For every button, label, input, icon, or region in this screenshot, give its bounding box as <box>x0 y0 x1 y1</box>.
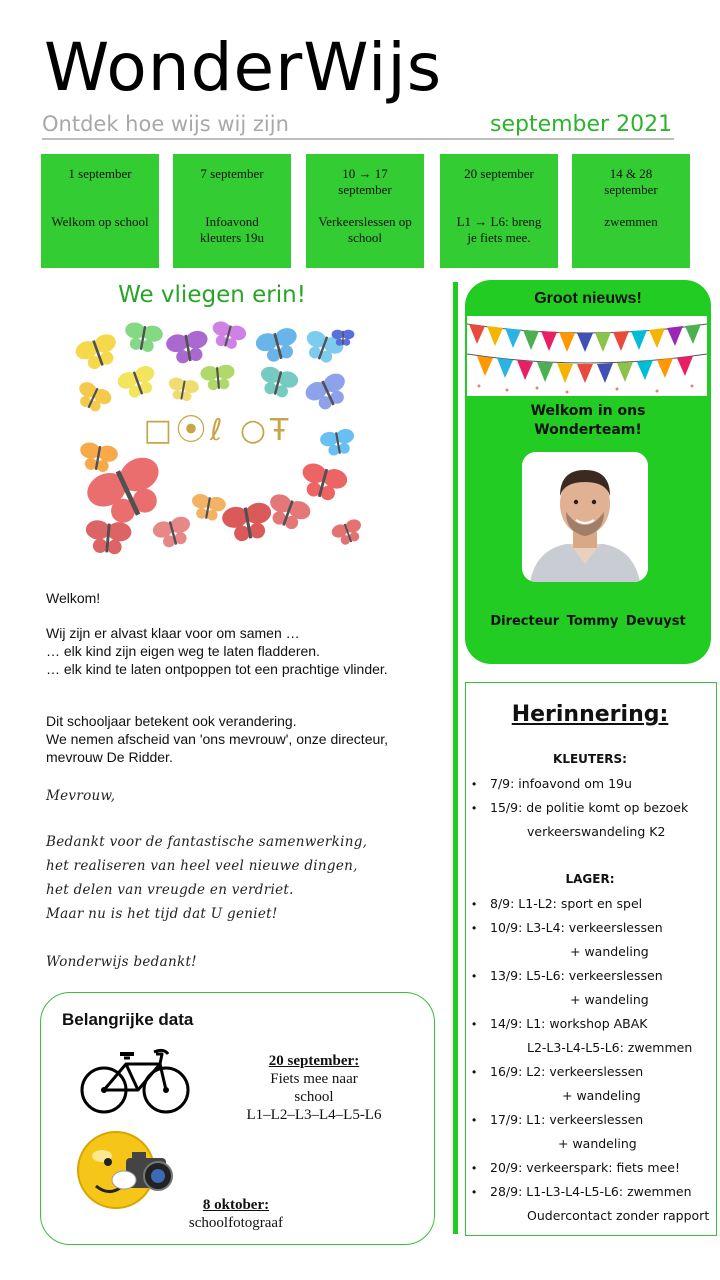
calendar-date: 7 september <box>200 166 264 181</box>
kleuters-label: KLEUTERS: <box>553 752 627 766</box>
news-title: Groot nieuws! <box>534 290 642 307</box>
thanks-line: Bedankt voor de fantastische samenwerking, <box>46 834 368 850</box>
bullet-icon: • <box>472 777 477 791</box>
bullet-icon: • <box>472 1065 477 1079</box>
reminder-item-cont: + wandeling <box>570 944 649 959</box>
intro-line: … elk kind zijn eigen weg te laten fladderen. <box>46 643 320 659</box>
calendar-event: Verkeerslessen op school <box>318 214 412 245</box>
reminder-item: 28/9: L1-L3-L4-L5-L6: zwemmen <box>490 1184 692 1199</box>
article-heading: We vliegen erin! <box>118 282 306 308</box>
calendar-event: L1 → L6: breng je fiets mee. <box>456 214 542 245</box>
header-divider <box>42 138 674 140</box>
bicycle-icon <box>80 1040 190 1118</box>
calendar-box <box>306 154 424 268</box>
reminder-item: 14/9: L1: workshop ABAK <box>490 1016 648 1031</box>
thanks-line: het delen van vreugde en verdriet. <box>46 882 294 898</box>
event-line: L1–L2–L3–L4–L5-L6 <box>246 1107 382 1123</box>
newsletter-subtitle: Ontdek hoe wijs wij zijn <box>42 112 289 136</box>
bullet-icon: • <box>472 1017 477 1031</box>
reminder-item: 16/9: L2: verkeerslessen <box>490 1064 644 1079</box>
important-dates-title: Belangrijke data <box>62 1010 194 1029</box>
bullet-icon: • <box>472 921 477 935</box>
reminder-item-cont: L2-L3-L4-L5-L6: zwemmen <box>527 1040 693 1055</box>
reminder-item: 10/9: L3-L4: verkeerslessen <box>490 920 663 935</box>
reminder-item-cont: + wandeling <box>570 992 649 1007</box>
bullet-icon: • <box>472 897 477 911</box>
event-line: schoolfotograaf <box>188 1215 284 1231</box>
reminder-title: Herinnering: <box>511 702 669 727</box>
lager-label: LAGER: <box>565 872 615 886</box>
bullet-icon: • <box>472 969 477 983</box>
intro-line: … elk kind te laten ontpoppen tot een prachtige vlinder. <box>46 661 388 677</box>
calendar-box <box>173 154 291 268</box>
calendar-event: zwemmen <box>604 214 658 229</box>
calendar-box <box>41 154 159 268</box>
reminder-item-cont: + wandeling <box>562 1088 641 1103</box>
change-line: We nemen afscheid van 'ons mevrouw', onze directeur, <box>46 731 389 747</box>
reminder-item-cont: verkeerswandeling K2 <box>527 824 666 839</box>
logo-text: □⦿ℓ ○Ŧ <box>143 413 293 448</box>
bullet-icon: • <box>472 801 477 815</box>
bullet-icon: • <box>472 1113 477 1127</box>
intro-line: Wij zijn er alvast klaar voor om samen … <box>46 625 300 641</box>
calendar-date: 10 → 17 september <box>338 166 392 197</box>
bunting-illustration <box>467 316 707 396</box>
signoff: Wonderwijs bedankt! <box>46 954 197 970</box>
issue-date: september 2021 <box>490 112 673 137</box>
reminder-item: 15/9: de politie komt op bezoek <box>490 800 689 815</box>
calendar-box <box>572 154 690 268</box>
reminder-item: 17/9: L1: verkeerslessen <box>490 1112 644 1127</box>
butterfly-illustration <box>68 318 368 563</box>
event-date-2: 8 oktober: <box>202 1197 270 1213</box>
calendar-date: 14 & 28 september <box>604 166 658 197</box>
change-line: Dit schooljaar betekent ook verandering. <box>46 713 297 729</box>
column-divider <box>453 282 458 1234</box>
thanks-line: Maar nu is het tijd dat U geniet! <box>46 906 278 922</box>
calendar-date: 20 september <box>464 166 534 181</box>
salutation: Mevrouw, <box>46 788 116 804</box>
welcome-team-text: Welkom in ons Wonderteam! <box>530 403 646 438</box>
calendar-event: Infoavond kleuters 19u <box>200 214 264 245</box>
reminder-item: 8/9: L1-L2: sport en spel <box>490 896 643 911</box>
reminder-item-cont: + wandeling <box>558 1136 637 1151</box>
welcome-text: Welkom! <box>46 590 101 606</box>
newsletter-title: WonderWijs <box>44 29 443 106</box>
bullet-icon: • <box>472 1185 477 1199</box>
calendar-box <box>440 154 558 268</box>
change-line: mevrouw De Ridder. <box>46 749 173 765</box>
reminder-item-cont: Oudercontact zonder rapport <box>527 1208 710 1223</box>
director-photo <box>522 452 648 582</box>
event-date-1: 20 september: <box>268 1053 360 1069</box>
bullet-icon: • <box>472 1161 477 1175</box>
event-line: school <box>294 1089 334 1105</box>
calendar-event: Welkom op school <box>51 214 149 229</box>
calendar-date: 1 september <box>68 166 132 181</box>
reminder-item: 13/9: L5-L6: verkeerslessen <box>490 968 663 983</box>
event-line: Fiets mee naar <box>270 1071 358 1087</box>
director-caption: Directeur Tommy Devuyst <box>490 614 686 629</box>
reminder-item: 20/9: verkeerspark: fiets mee! <box>490 1160 680 1175</box>
reminder-item: 7/9: infoavond om 19u <box>490 776 632 791</box>
thanks-line: het realiseren van heel veel nieuwe dingen, <box>46 858 358 874</box>
